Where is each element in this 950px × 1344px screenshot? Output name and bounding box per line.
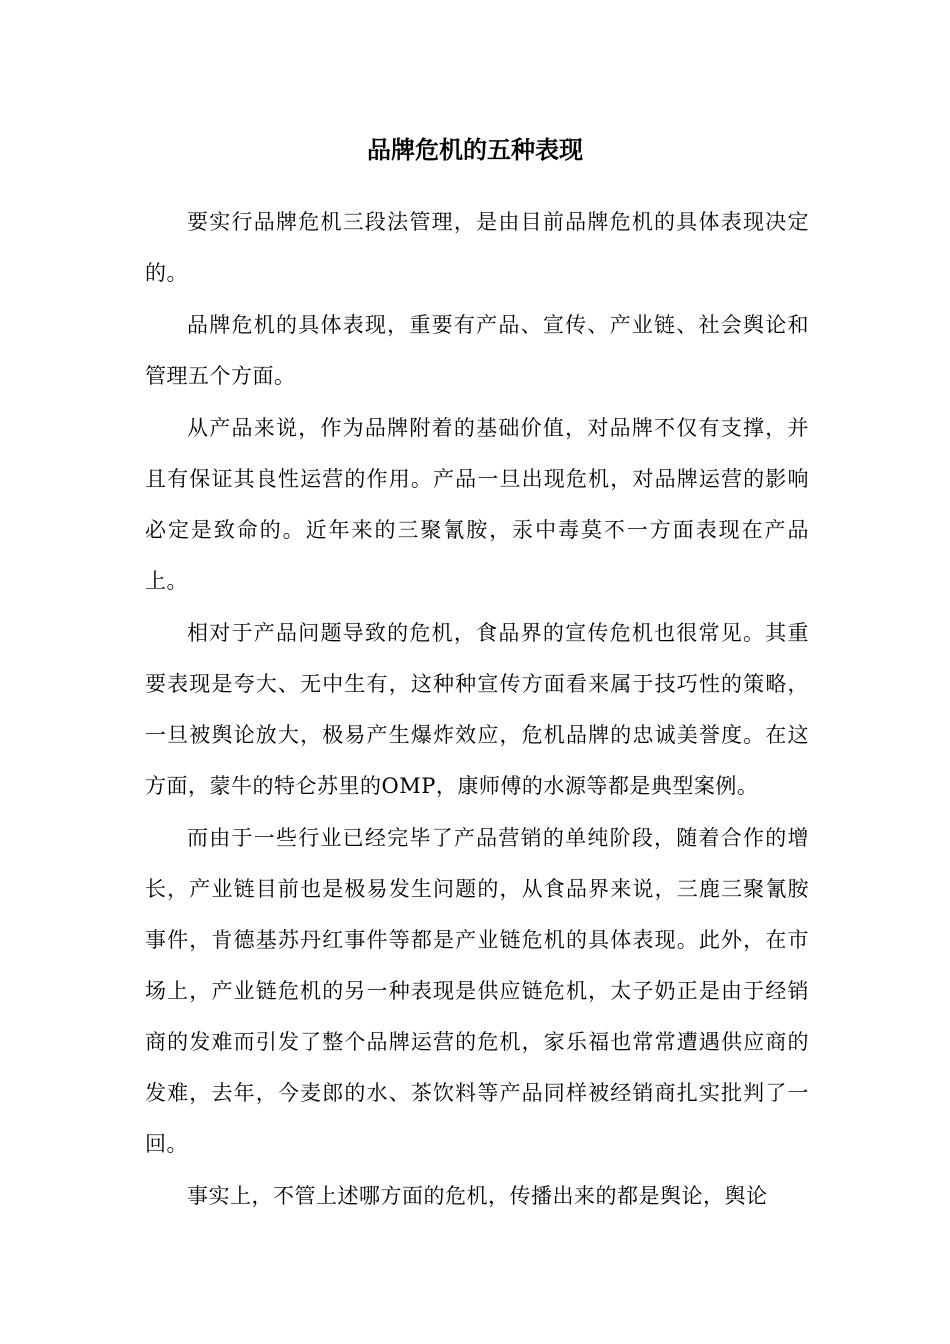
paragraph-public-opinion: 事实上，不管上述哪方面的危机，传播出来的都是舆论，舆论: [187, 1184, 768, 1208]
page-title: 品牌危机的五种表现: [367, 135, 583, 164]
paragraph-industry-chain: 而由于一些行业已经完毕了产品营销的单纯阶段，随着合作的增长，产业链目前也是极易发生问题的，从食品界来说，三鹿三聚氰胺事件，肯德基苏丹红事件等都是产业链危机的具体表现。此外，在市场上，产业链危机的另一种表现是供应链危机，太子奶正是由于经销商的发难而引发了整个品牌运营的危机，家乐福也常常遭遇供应商的发难，去年，今麦郎的水、茶饮料等产品同样被经销商扎实批判了一回。: [145, 826, 809, 1156]
paragraph-intro: 要实行品牌危机三段法管理，是由目前品牌危机的具体表现决定的。: [145, 210, 809, 285]
document-body: [145, 197, 809, 1223]
paragraph-overview: 品牌危机的具体表现，重要有产品、宣传、产业链、社会舆论和管理五个方面。: [145, 313, 809, 388]
paragraph-product: 从产品来说，作为品牌附着的基础价值，对品牌不仅有支撑，并且有保证其良性运营的作用。产品一旦出现危机，对品牌运营的影响必定是致命的。近年来的三聚氰胺，汞中毒莫不一方面表现在产品上。: [145, 416, 809, 593]
paragraph-publicity: 相对于产品问题导致的危机，食品界的宣传危机也很常见。其重要表现是夸大、无中生有，这种种宣传方面看来属于技巧性的策略，一旦被舆论放大，极易产生爆炸效应，危机品牌的忠诚美誉度。在这方面，蒙牛的特仑苏里的OMP，康师傅的水源等都是典型案例。: [145, 621, 809, 798]
